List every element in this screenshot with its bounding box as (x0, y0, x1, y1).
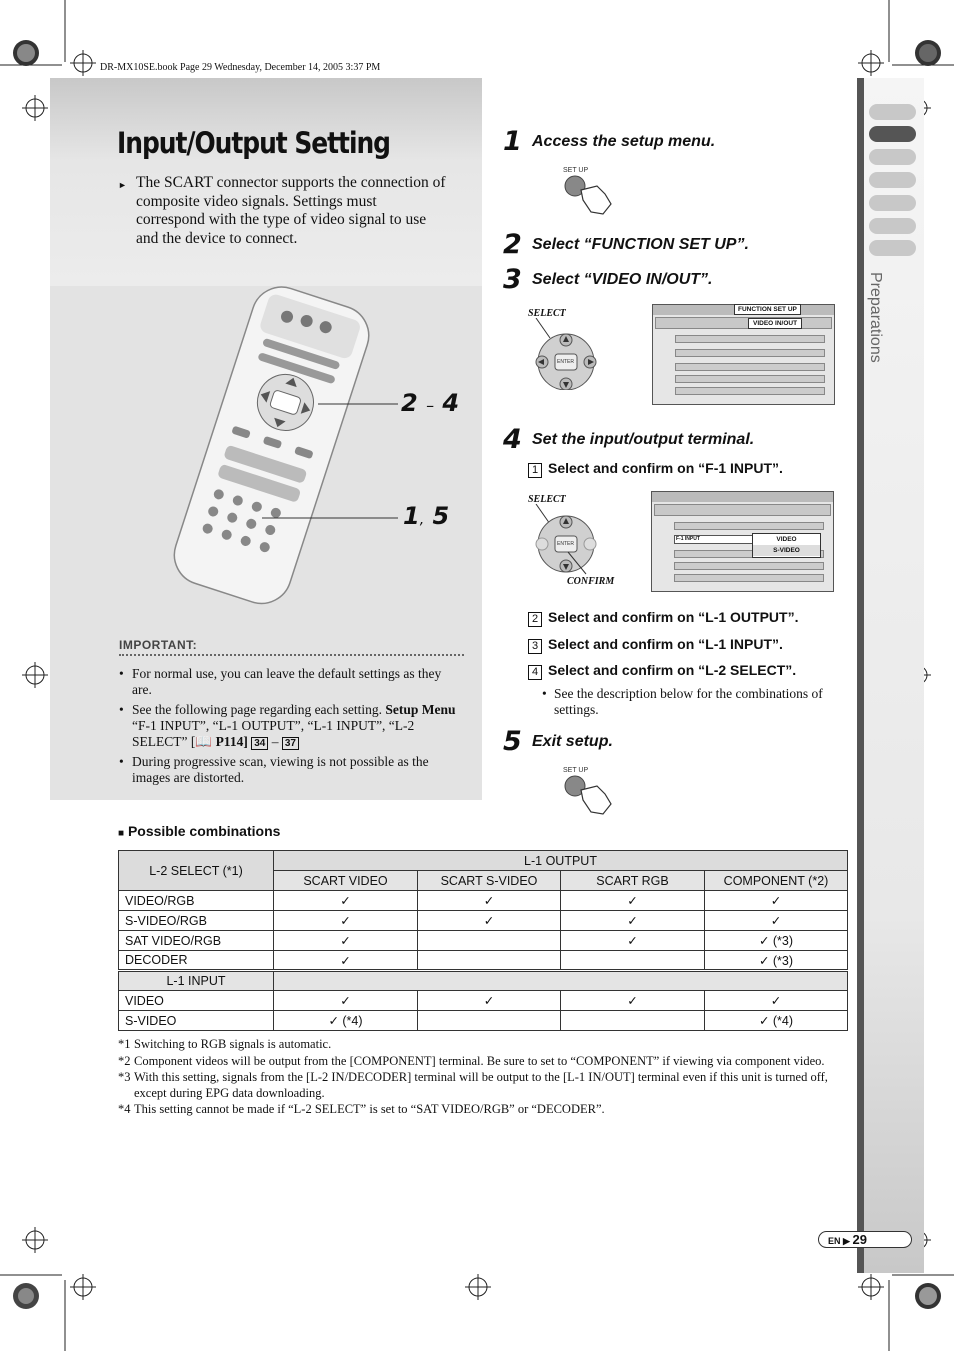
tab-5[interactable] (869, 195, 916, 211)
step-2-text: Select “FUNCTION SET UP”. (532, 236, 749, 253)
sidebar-label: Preparations (867, 272, 884, 363)
book-icon: 📖 (195, 734, 213, 749)
list-item: • For normal use, you can leave the default settings as they are. (119, 666, 464, 698)
list-item: • During progressive scan, viewing is not possible as the images are distorted. (119, 754, 464, 786)
file-header: DR-MX10SE.book Page 29 Wednesday, December 14, 2005 3:37 PM (100, 62, 381, 73)
important-heading: IMPORTANT: (119, 638, 198, 652)
step-3: 3 (503, 264, 522, 295)
step-3-text: Select “VIDEO IN/OUT”. (532, 271, 713, 288)
footnote: *2 Component videos will be output from the [COMPONENT] terminal. Be sure to set to “COMPONENT” if viewing via component video. (118, 1053, 825, 1068)
menu-function-set-up: FUNCTION SET UP (734, 304, 801, 315)
footnote: *4 This setting cannot be made if “L-2 SELECT” is set to “SAT VIDEO/RGB” or “DECODER”. (118, 1102, 605, 1116)
tab-3[interactable] (869, 149, 916, 165)
square-bullet-icon: ■ (118, 828, 125, 839)
dpad-enter-label: ENTER (557, 359, 574, 365)
step-4-note: • See the description below for the combinations of settings. (542, 686, 823, 717)
substep-4: 4 Select and confirm on “L-2 SELECT”. (528, 662, 796, 680)
tab-6[interactable] (869, 218, 916, 234)
sidebar-bar (857, 78, 864, 1273)
select-label-2: SELECT (528, 494, 566, 505)
col-header: SCART RGB (561, 871, 705, 891)
col-header: SCART S-VIDEO (418, 871, 561, 891)
step-4: 4 (503, 424, 522, 455)
arrow-right-icon: ▶ (843, 1236, 850, 1246)
tab-4[interactable] (869, 172, 916, 188)
step-5-text: Exit setup. (532, 733, 613, 750)
table-section-header: L-1 INPUT (119, 971, 848, 991)
footnotes (118, 1037, 853, 1119)
step-2: 2 (503, 229, 522, 260)
tab-1[interactable] (869, 104, 916, 120)
page-number: EN ▶ 29 (818, 1231, 912, 1248)
col-header: SCART VIDEO (274, 871, 418, 891)
sidebar-background (864, 78, 924, 1273)
step-5: 5 (503, 726, 522, 757)
menu-option-s-video: S-VIDEO (753, 545, 820, 556)
menu-video-in-out: VIDEO IN/OUT (748, 318, 802, 329)
callout-2-4: 2 – 4 (401, 389, 460, 417)
menu-option-list (752, 533, 821, 558)
important-list (119, 666, 464, 790)
tab-2-active[interactable] (869, 126, 916, 142)
col-group-header: L-1 OUTPUT (274, 851, 848, 871)
table-row: S-VIDEO/RGB ✓ ✓ ✓ ✓ (119, 911, 848, 931)
table-row: VIDEO/RGB ✓ ✓ ✓ ✓ (119, 891, 848, 911)
important-divider (119, 654, 464, 656)
combinations-table (118, 850, 848, 1031)
table-row: DECODER ✓ ✓ (*3) (119, 951, 848, 971)
setup-button-label: SET UP (563, 167, 589, 174)
select-label: SELECT (528, 308, 566, 319)
page-title: Input/Output Setting (117, 126, 391, 160)
setup-button-label-2: SET UP (563, 767, 589, 774)
dpad-illustration (528, 318, 608, 390)
step-1-text: Access the setup menu. (532, 133, 716, 150)
dpad-enter-label-2: ENTER (557, 541, 574, 547)
substep-2: 2 Select and confirm on “L-1 OUTPUT”. (528, 609, 798, 627)
intro-paragraph: ► The SCART connector supports the connection of composite video signals. Settings must correspond with the type of video signal to use and the device to connect. (118, 174, 446, 247)
table-row: S-VIDEO ✓ (*4) ✓ (*4) (119, 1011, 848, 1031)
table-row: VIDEO ✓ ✓ ✓ ✓ (119, 991, 848, 1011)
menu-screen-1 (652, 304, 835, 405)
confirm-label: CONFIRM (567, 576, 615, 587)
combinations-title: ■ Possible combinations (118, 823, 281, 839)
list-item: • See the following page regarding each setting. Setup Menu “F-1 INPUT”, “L-1 OUTPUT”, “L-1 INPUT”, “L-2 SELECT” [📖 P114] 34 – 37 (119, 702, 464, 750)
footnote: *1 Switching to RGB signals is automatic. (118, 1037, 332, 1051)
callout-1-5: 1, 5 (403, 502, 450, 530)
menu-option-video: VIDEO (776, 536, 797, 543)
step-4-text: Set the input/output terminal. (532, 431, 755, 448)
row-header-cell: L-2 SELECT (*1) (119, 851, 274, 891)
tab-7[interactable] (869, 240, 916, 256)
bullet-arrow-icon: ► (118, 180, 127, 190)
substep-3: 3 Select and confirm on “L-1 INPUT”. (528, 636, 783, 654)
col-header: COMPONENT (*2) (705, 871, 848, 891)
step-1: 1 (503, 126, 522, 157)
footnote: *3 With this setting, signals from the [L-2 IN/DECODER] terminal will be output to the [L-1 IN/OUT] terminal even if this unit is turned off, except during EPG data downloading. (118, 1070, 828, 1100)
substep-1: 1 Select and confirm on “F-1 INPUT”. (528, 460, 783, 478)
menu-f1-input: F-1 INPUT (676, 536, 700, 542)
table-row: SAT VIDEO/RGB ✓ ✓ ✓ (*3) (119, 931, 848, 951)
remote-illustration (150, 280, 470, 610)
